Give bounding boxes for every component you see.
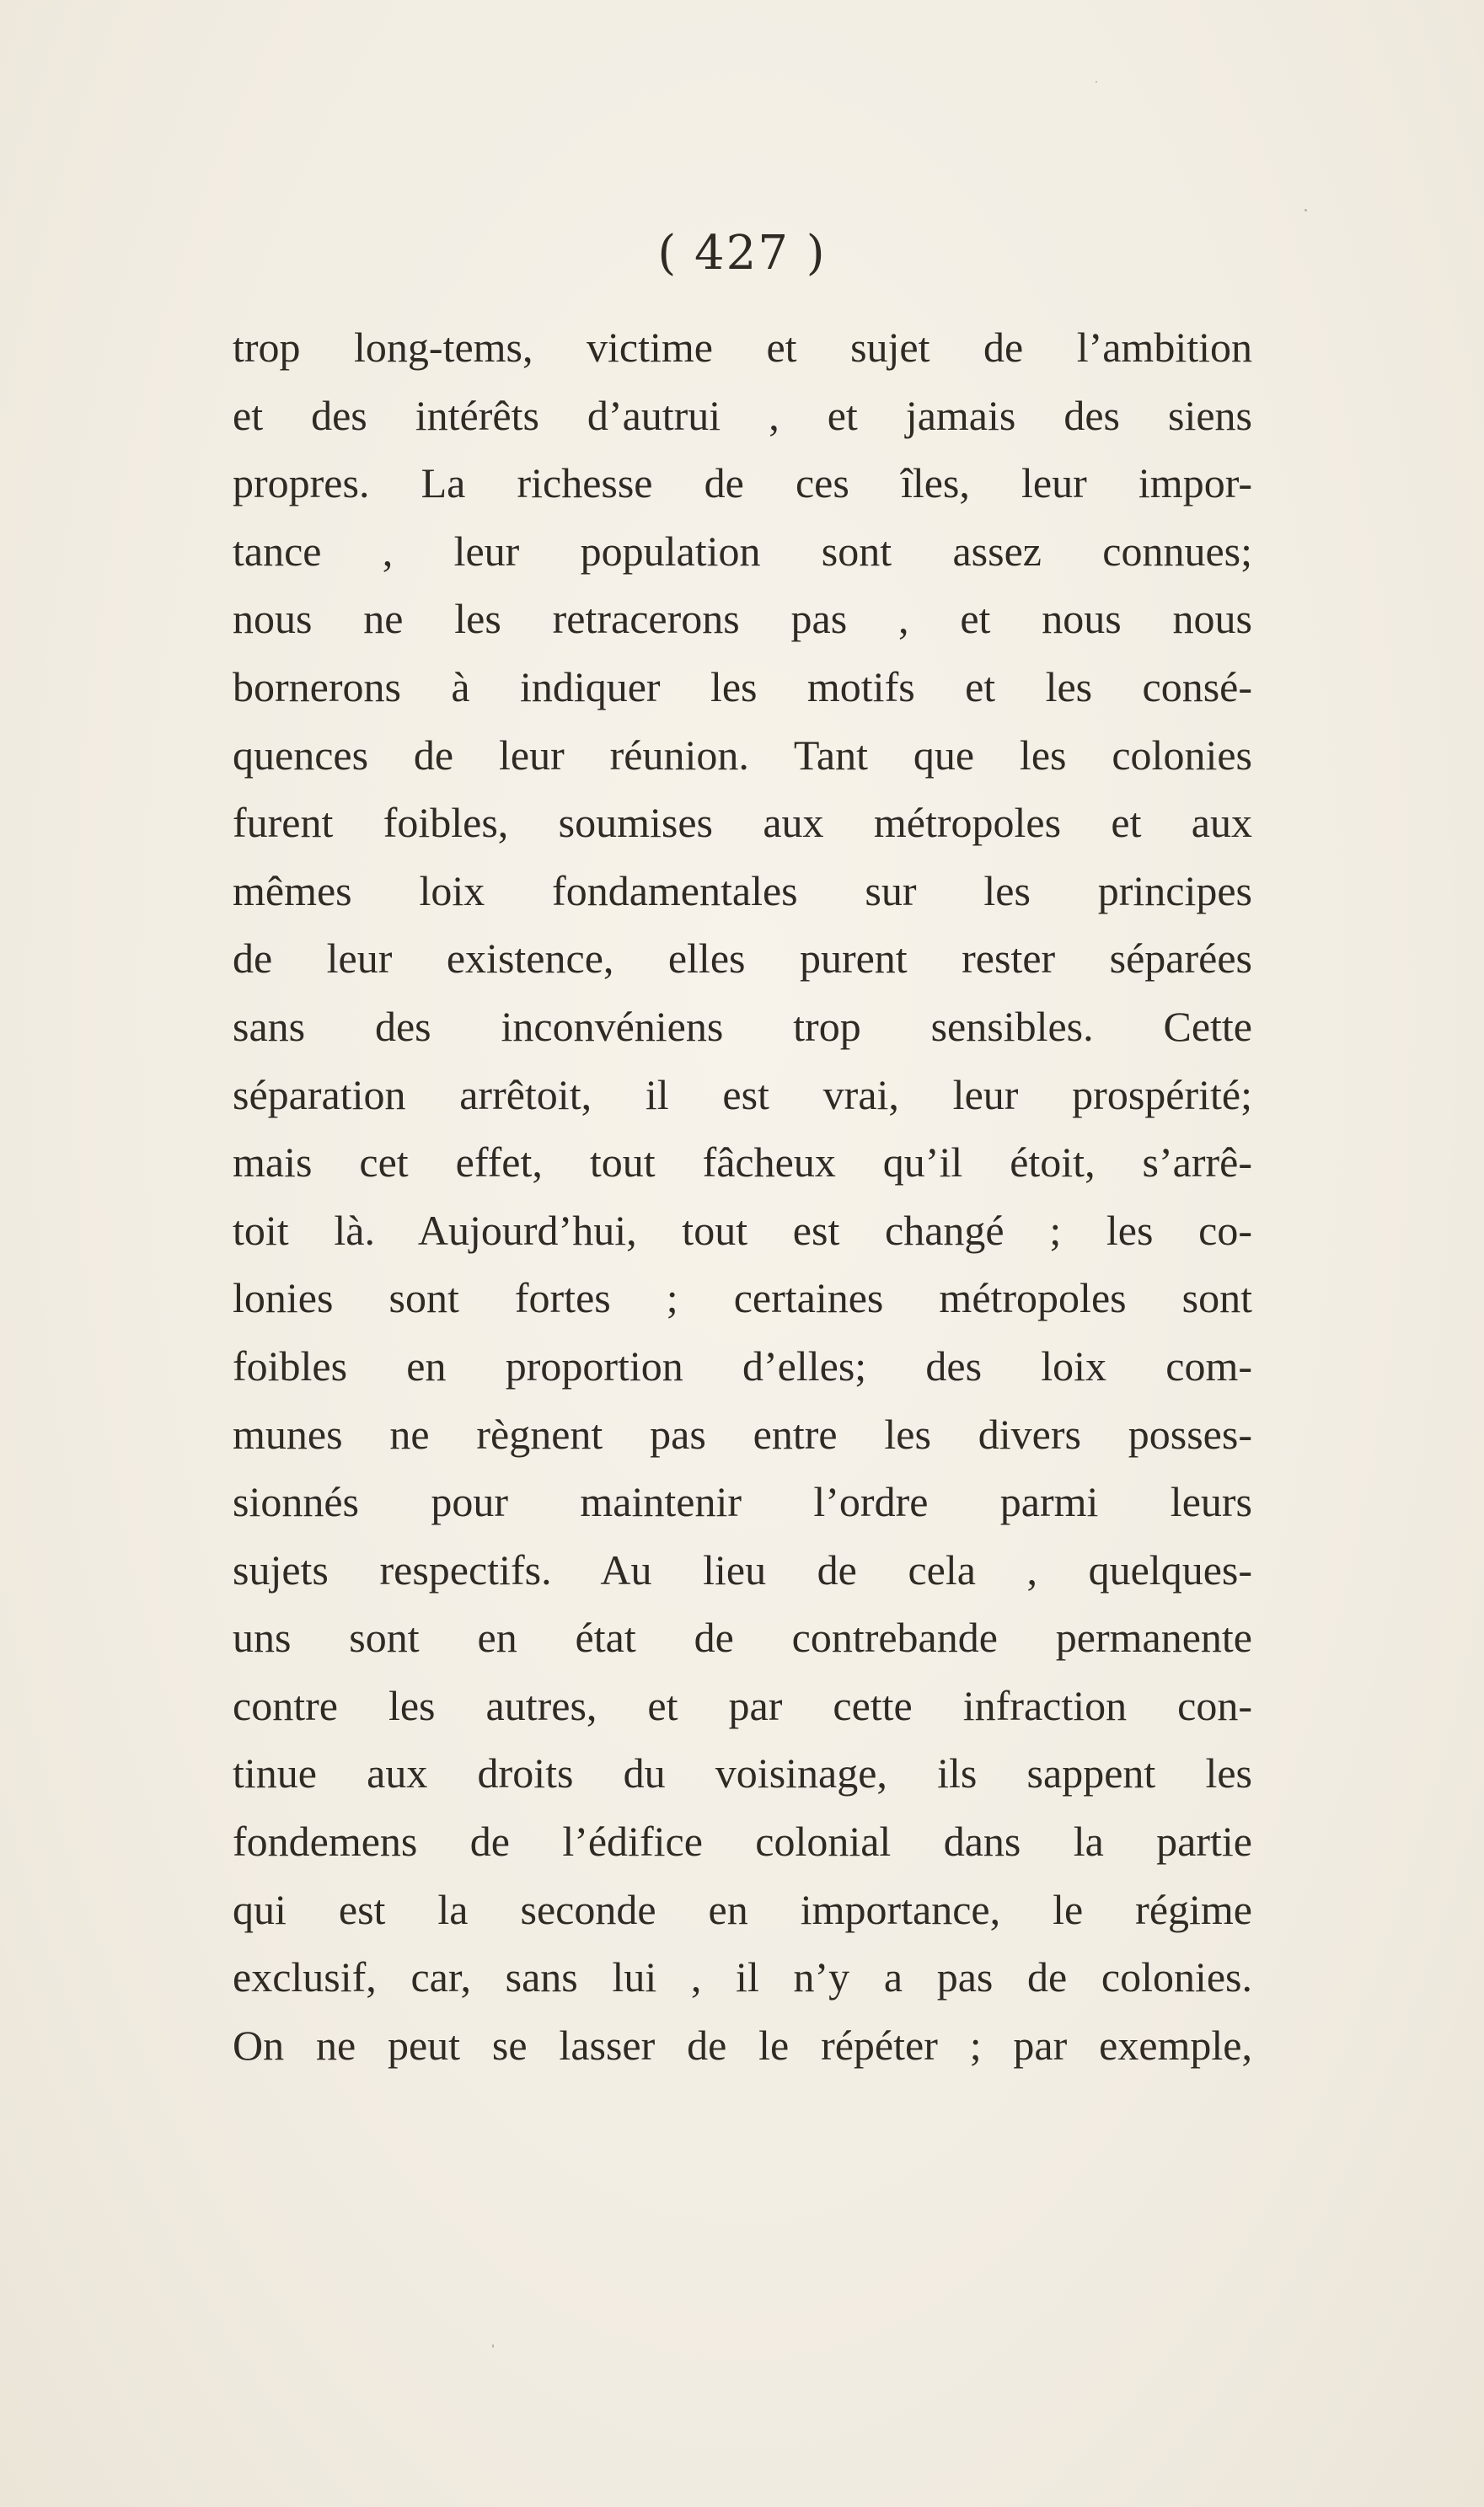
text-line: toit là. Aujourd’hui, tout est changé ; les co- — [233, 1206, 1252, 1254]
text-line: tance , leur population sont assez connues; — [233, 527, 1252, 575]
text-line: sionnés pour maintenir l’ordre parmi leurs — [233, 1478, 1252, 1526]
text-line: exclusif, car, sans lui , il n’y a pas de colonies. — [233, 1953, 1252, 2001]
text-line: furent foibles, soumises aux métropoles et aux — [233, 799, 1252, 847]
text-line: séparation arrêtoit, il est vrai, leur prospérité; — [233, 1070, 1252, 1118]
text-line: quences de leur réunion. Tant que les colonies — [233, 731, 1252, 779]
text-line: trop long-tems, victime et sujet de l’ambition — [233, 324, 1252, 371]
paper-speck — [492, 2344, 494, 2348]
text-line: qui est la seconde en importance, le régime — [233, 1885, 1252, 1933]
text-line: mais cet effet, tout fâcheux qu’il étoit, s’arrê- — [233, 1138, 1252, 1187]
paper-speck — [1096, 81, 1097, 83]
text-line: munes ne règnent pas entre les divers posses- — [233, 1410, 1252, 1458]
text-line: uns sont en état de contrebande permanente — [233, 1614, 1252, 1662]
text-line: sujets respectifs. Au lieu de cela , quelques- — [233, 1545, 1252, 1594]
text-line: propres. La richesse de ces îles, leur impor- — [233, 459, 1252, 507]
text-line: fondemens de l’édifice colonial dans la partie — [233, 1818, 1252, 1866]
text-line: bornerons à indiquer les motifs et les consé- — [233, 662, 1252, 710]
text-line: tinue aux droits du voisinage, ils sappent les — [233, 1749, 1252, 1797]
text-line: lonies sont fortes ; certaines métropoles sont — [233, 1274, 1252, 1322]
text-line: sans des inconvéniens trop sensibles. Cette — [233, 1002, 1252, 1050]
text-line: mêmes loix fondamentales sur les principes — [233, 866, 1252, 914]
text-line: nous ne les retracerons pas , et nous nous — [233, 595, 1252, 643]
text-line: de leur existence, elles purent rester séparées — [233, 935, 1252, 983]
page-number: ( 427 ) — [657, 226, 827, 281]
paper-speck — [1305, 209, 1307, 212]
text-line: On ne peut se lasser de le répéter ; par exemple, — [233, 2021, 1252, 2069]
text-line: contre les autres, et par cette infraction con- — [233, 1681, 1252, 1729]
body-text — [233, 313, 1252, 2079]
text-line: foibles en proportion d’elles; des loix com- — [233, 1342, 1252, 1390]
text-line: et des intérêts d’autrui , et jamais des siens — [233, 391, 1252, 439]
